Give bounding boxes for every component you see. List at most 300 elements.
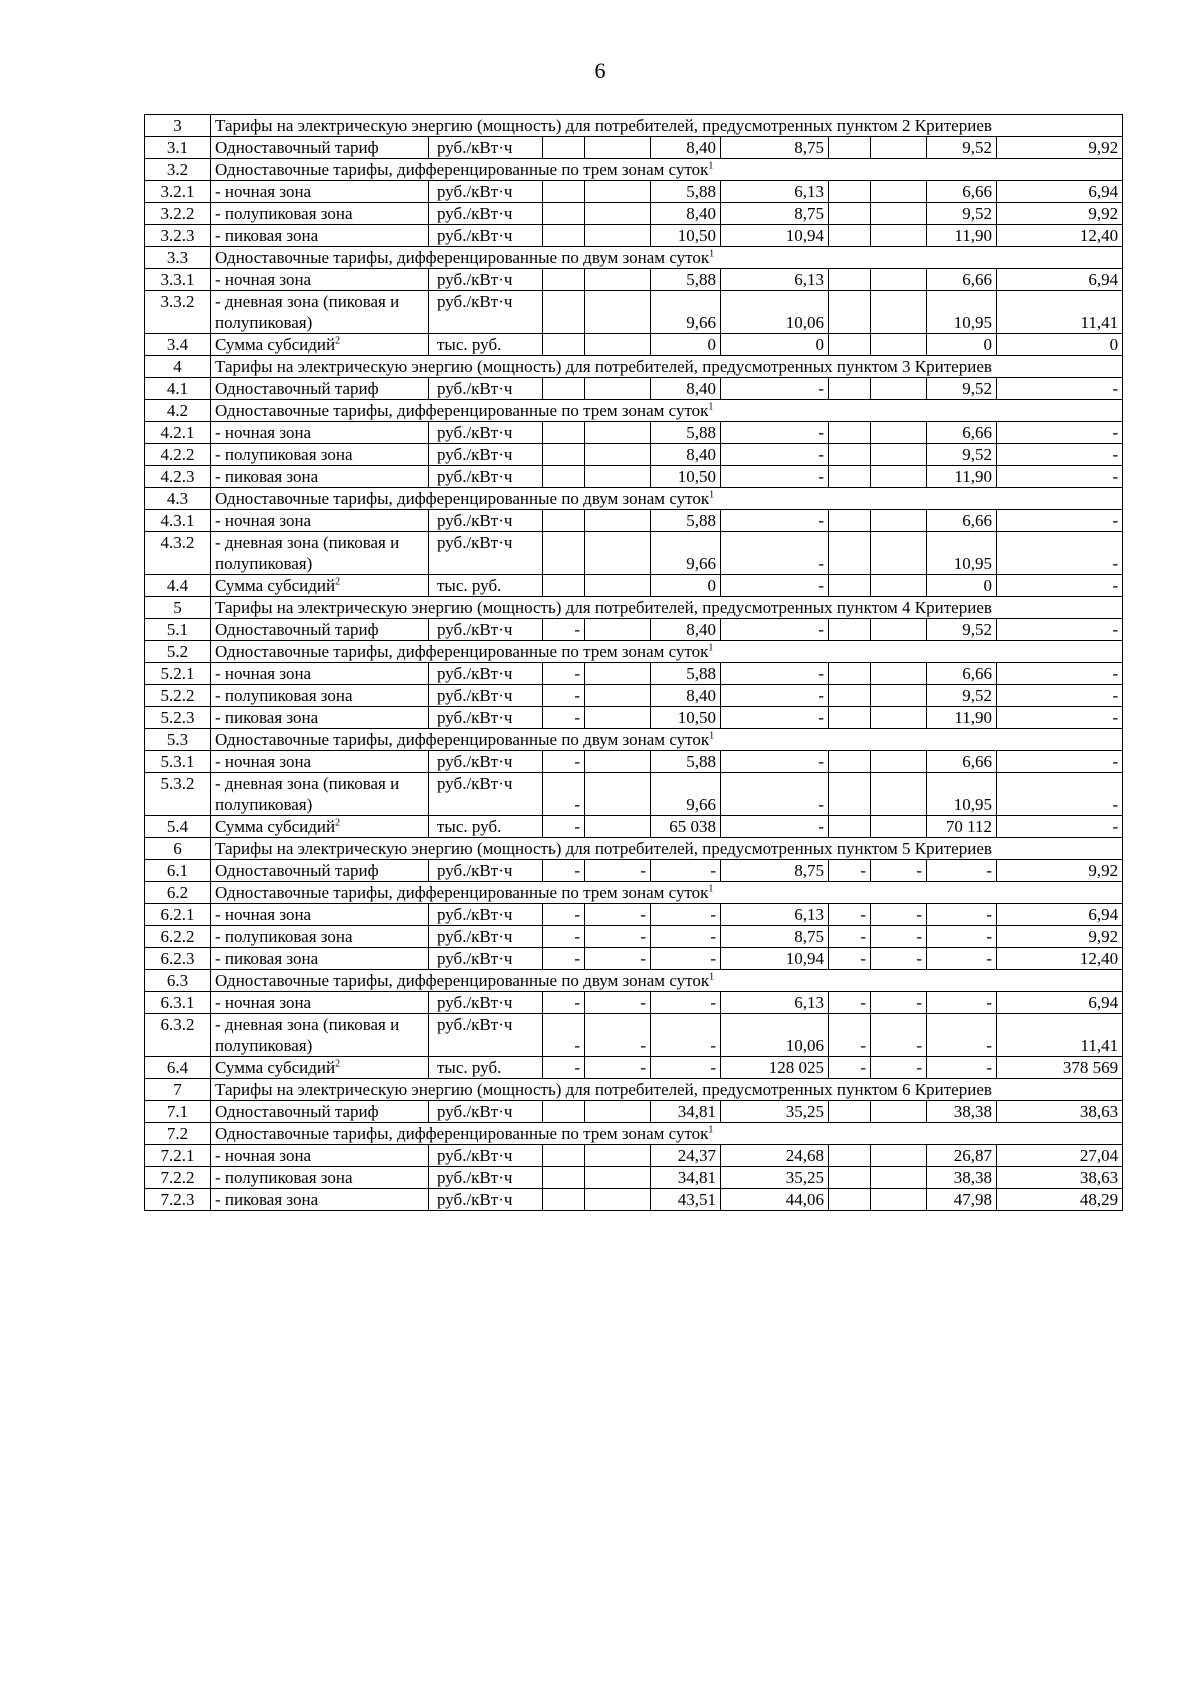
row-unit-text: руб./кВт·ч [437, 620, 513, 639]
value-cell-text: - [986, 1058, 992, 1077]
footnote-mark: 2 [335, 817, 341, 829]
value-cell [543, 1014, 585, 1057]
value-cell-text: - [818, 554, 824, 573]
value-cell [871, 203, 927, 225]
value-cell-text: 9,92 [1088, 927, 1119, 946]
value-cell [927, 225, 997, 247]
value-cell [997, 816, 1123, 838]
row-number [145, 247, 211, 269]
table-row [145, 904, 1123, 926]
value-cell-text: - [818, 752, 824, 771]
value-cell [651, 904, 721, 926]
value-cell [997, 422, 1123, 444]
value-cell-text: - [986, 905, 992, 924]
row-label [211, 948, 429, 970]
row-unit-text: руб./кВт·ч [437, 752, 513, 771]
value-cell [651, 510, 721, 532]
table-row [145, 1189, 1123, 1211]
row-label [211, 707, 429, 729]
row-unit-text: руб./кВт·ч [437, 204, 513, 223]
value-cell [651, 1189, 721, 1211]
value-cell [927, 422, 997, 444]
row-label [211, 816, 429, 838]
value-cell-text: - [574, 993, 580, 1012]
row-number-text: 5.3.1 [160, 752, 195, 771]
value-cell [927, 1145, 997, 1167]
value-cell [721, 992, 829, 1014]
row-unit [429, 751, 543, 773]
row-number [145, 970, 211, 992]
value-cell [871, 444, 927, 466]
value-cell-text: 12,40 [1079, 226, 1119, 245]
row-unit-text: руб./кВт·ч [437, 292, 513, 311]
value-cell-text: 70 112 [945, 817, 992, 836]
row-unit [429, 1167, 543, 1189]
value-cell [721, 751, 829, 773]
value-cell-text: - [574, 620, 580, 639]
row-unit [429, 444, 543, 466]
value-cell-text: 0 [983, 335, 992, 354]
value-cell-text: - [574, 861, 580, 880]
value-cell [871, 685, 927, 707]
value-cell-text: 10,06 [785, 1036, 824, 1055]
value-cell-text: 8,75 [794, 204, 824, 223]
table-row [145, 663, 1123, 685]
value-cell [997, 510, 1123, 532]
row-label-text: - полупиковая зона [215, 204, 353, 223]
value-cell-text: 0 [1109, 335, 1119, 354]
table-row [145, 729, 1123, 751]
value-cell [543, 510, 585, 532]
table-row [145, 466, 1123, 488]
value-cell [651, 137, 721, 159]
value-cell [721, 334, 829, 356]
value-cell [721, 269, 829, 291]
value-cell-text: - [818, 620, 824, 639]
value-cell-text: 9,92 [1088, 861, 1119, 880]
value-cell-text: - [640, 993, 646, 1012]
table-row [145, 641, 1123, 663]
row-number-text: 7.2.3 [160, 1190, 195, 1209]
row-label [211, 663, 429, 685]
value-cell [651, 663, 721, 685]
subsection-title [211, 729, 1123, 751]
value-cell [543, 685, 585, 707]
value-cell-text: - [710, 1058, 716, 1077]
table-row [145, 181, 1123, 203]
value-cell-text: 9,52 [962, 204, 992, 223]
value-cell [871, 466, 927, 488]
value-cell-text: 9,52 [962, 445, 992, 464]
value-cell [871, 926, 927, 948]
row-unit-text: руб./кВт·ч [437, 379, 513, 398]
row-number-text: 5 [173, 598, 182, 617]
value-cell [585, 948, 651, 970]
value-cell-text: 128 025 [768, 1058, 824, 1077]
value-cell-text: - [1112, 620, 1119, 639]
row-number [145, 115, 211, 137]
value-cell-text: - [818, 817, 824, 836]
value-cell [997, 1014, 1123, 1057]
value-cell [543, 203, 585, 225]
value-cell [871, 422, 927, 444]
value-cell-text: 11,90 [954, 226, 992, 245]
row-unit-text: руб./кВт·ч [437, 270, 513, 289]
value-cell [543, 1189, 585, 1211]
value-cell [651, 751, 721, 773]
value-cell [585, 378, 651, 400]
value-cell [997, 773, 1123, 816]
value-cell [543, 751, 585, 773]
section-title [211, 597, 1123, 619]
value-cell [997, 1189, 1123, 1211]
value-cell [721, 773, 829, 816]
table-row [145, 510, 1123, 532]
value-cell [651, 773, 721, 816]
value-cell-text: - [1112, 379, 1119, 398]
value-cell [585, 510, 651, 532]
page-number: 6 [594, 58, 606, 83]
row-number [145, 225, 211, 247]
value-cell [543, 444, 585, 466]
value-cell [721, 422, 829, 444]
value-cell-text: 5,88 [686, 511, 716, 530]
section-title [211, 838, 1123, 860]
row-number [145, 378, 211, 400]
value-cell [829, 707, 871, 729]
value-cell [871, 532, 927, 575]
value-cell [543, 1145, 585, 1167]
value-cell-text: - [574, 795, 580, 814]
value-cell [543, 269, 585, 291]
value-cell [585, 575, 651, 597]
row-number [145, 663, 211, 685]
value-cell [829, 992, 871, 1014]
value-cell-text: 8,40 [686, 620, 716, 639]
value-cell [585, 422, 651, 444]
value-cell [721, 663, 829, 685]
table-row [145, 269, 1123, 291]
value-cell-text: 12,40 [1079, 949, 1119, 968]
value-cell [927, 575, 997, 597]
value-cell [721, 444, 829, 466]
row-unit-text: руб./кВт·ч [437, 993, 513, 1012]
row-label [211, 291, 429, 334]
table-row [145, 1167, 1123, 1189]
row-label [211, 751, 429, 773]
value-cell-text: - [710, 905, 716, 924]
row-unit [429, 225, 543, 247]
value-cell [651, 619, 721, 641]
value-cell [585, 707, 651, 729]
footnote-mark: 2 [335, 1058, 341, 1070]
row-number [145, 466, 211, 488]
row-label [211, 225, 429, 247]
value-cell-text: - [1112, 423, 1119, 442]
row-unit-text: руб./кВт·ч [437, 708, 513, 727]
row-unit-text: руб./кВт·ч [437, 533, 513, 552]
table-row [145, 203, 1123, 225]
row-label [211, 1101, 429, 1123]
subsection-title [211, 488, 1123, 510]
value-cell [543, 707, 585, 729]
row-label-text: - полупиковая зона [215, 927, 353, 946]
value-cell-text: 378 569 [1062, 1058, 1119, 1077]
value-cell [651, 992, 721, 1014]
row-unit [429, 532, 543, 575]
row-label-text: Сумма субсидий [215, 576, 336, 595]
row-unit [429, 773, 543, 816]
value-cell [829, 575, 871, 597]
row-label [211, 1014, 429, 1057]
value-cell-text: 9,52 [962, 620, 992, 639]
value-cell [997, 860, 1123, 882]
value-cell [997, 334, 1123, 356]
value-cell [543, 948, 585, 970]
value-cell [927, 1101, 997, 1123]
value-cell-text: 5,88 [686, 752, 716, 771]
value-cell [997, 1101, 1123, 1123]
row-label [211, 575, 429, 597]
value-cell [997, 532, 1123, 575]
value-cell [927, 137, 997, 159]
value-cell-text: - [710, 861, 716, 880]
row-label-text: Одноставочный тариф [215, 379, 379, 398]
value-cell [585, 619, 651, 641]
row-number [145, 575, 211, 597]
row-label [211, 137, 429, 159]
row-number [145, 1014, 211, 1057]
row-number [145, 1101, 211, 1123]
value-cell [585, 926, 651, 948]
value-cell-text: 38,38 [953, 1102, 992, 1121]
value-cell [871, 751, 927, 773]
table-row [145, 1123, 1123, 1145]
value-cell-text: 5,88 [686, 270, 716, 289]
value-cell [871, 1014, 927, 1057]
subsection-title [211, 159, 1123, 181]
value-cell-text: - [818, 511, 824, 530]
row-unit-text: тыс. руб. [437, 1058, 502, 1077]
row-number-text: 4.4 [166, 576, 189, 595]
value-cell [585, 334, 651, 356]
row-number [145, 159, 211, 181]
value-cell [651, 181, 721, 203]
footnote-mark: 1 [708, 1124, 714, 1136]
value-cell-text: 5,88 [686, 664, 716, 683]
value-cell-text: - [1112, 467, 1119, 486]
value-cell [585, 1189, 651, 1211]
row-number-text: 6.3.1 [160, 993, 195, 1012]
value-cell [829, 378, 871, 400]
value-cell [997, 378, 1123, 400]
value-cell [871, 1167, 927, 1189]
value-cell [829, 1014, 871, 1057]
value-cell [997, 269, 1123, 291]
value-cell [585, 904, 651, 926]
value-cell [829, 466, 871, 488]
table-row [145, 159, 1123, 181]
value-cell [721, 225, 829, 247]
value-cell [997, 466, 1123, 488]
row-unit [429, 1014, 543, 1057]
value-cell [997, 948, 1123, 970]
value-cell-text: 35,25 [785, 1168, 824, 1187]
row-unit [429, 291, 543, 334]
row-number-text: 7.2.2 [160, 1168, 195, 1187]
value-cell-text: - [1112, 511, 1119, 530]
row-number [145, 729, 211, 751]
value-cell-text: 10,50 [677, 467, 716, 486]
value-cell [997, 225, 1123, 247]
row-unit [429, 904, 543, 926]
value-cell [651, 203, 721, 225]
value-cell-text: 0 [983, 576, 992, 595]
subsection-title-text: Одноставочные тарифы, дифференцированные по двум зонам суток [215, 971, 710, 990]
value-cell-text: - [818, 467, 824, 486]
row-number [145, 707, 211, 729]
row-number-text: 4.2.2 [160, 445, 195, 464]
value-cell [871, 860, 927, 882]
value-cell [721, 532, 829, 575]
value-cell-text: 9,66 [686, 313, 716, 332]
subsection-title-text: Одноставочные тарифы, дифференцированные по двум зонам суток [215, 730, 710, 749]
table-row [145, 948, 1123, 970]
value-cell [651, 532, 721, 575]
row-unit-text: руб./кВт·ч [437, 686, 513, 705]
value-cell [829, 1189, 871, 1211]
row-number [145, 400, 211, 422]
row-unit [429, 269, 543, 291]
row-number-text: 3.2 [166, 160, 189, 179]
value-cell [543, 1167, 585, 1189]
value-cell [721, 707, 829, 729]
value-cell [927, 1189, 997, 1211]
value-cell-text: - [1112, 445, 1119, 464]
value-cell-text: 35,25 [785, 1102, 824, 1121]
value-cell [721, 291, 829, 334]
value-cell [543, 291, 585, 334]
value-cell [721, 203, 829, 225]
value-cell [585, 203, 651, 225]
value-cell-text: - [574, 708, 580, 727]
value-cell [721, 1167, 829, 1189]
value-cell [651, 1167, 721, 1189]
value-cell-text: - [860, 905, 866, 924]
row-label [211, 203, 429, 225]
table-row [145, 1101, 1123, 1123]
value-cell [927, 269, 997, 291]
row-unit [429, 466, 543, 488]
value-cell-text: - [1112, 686, 1119, 705]
value-cell [829, 532, 871, 575]
value-cell-text: 48,29 [1079, 1190, 1119, 1209]
table-row [145, 400, 1123, 422]
row-number-text: 3.1 [166, 138, 189, 157]
subsection-title-text: Одноставочные тарифы, дифференцированные по двум зонам суток [215, 248, 710, 267]
row-label [211, 422, 429, 444]
row-unit-text: руб./кВт·ч [437, 664, 513, 683]
value-cell-text: 47,98 [953, 1190, 992, 1209]
row-unit-text: тыс. руб. [437, 576, 502, 595]
row-label [211, 1167, 429, 1189]
table-row [145, 816, 1123, 838]
value-cell-text: 6,13 [794, 993, 824, 1012]
row-number-text: 7.2.1 [160, 1146, 195, 1165]
value-cell [543, 860, 585, 882]
value-cell [543, 904, 585, 926]
row-unit-text: руб./кВт·ч [437, 774, 513, 793]
value-cell [585, 225, 651, 247]
table-row [145, 247, 1123, 269]
value-cell [829, 510, 871, 532]
row-number [145, 751, 211, 773]
value-cell-text: 10,50 [677, 708, 716, 727]
table-row [145, 225, 1123, 247]
value-cell-text: 6,66 [962, 423, 992, 442]
value-cell [543, 422, 585, 444]
value-cell-text: - [1112, 795, 1119, 814]
row-unit [429, 378, 543, 400]
value-cell [927, 203, 997, 225]
value-cell-text: 6,66 [962, 511, 992, 530]
value-cell-text: - [818, 664, 824, 683]
value-cell [927, 466, 997, 488]
value-cell [997, 904, 1123, 926]
value-cell [997, 751, 1123, 773]
value-cell [651, 1057, 721, 1079]
value-cell-text: 0 [815, 335, 824, 354]
value-cell-text: 34,81 [677, 1168, 716, 1187]
value-cell-text: 34,81 [677, 1102, 716, 1121]
value-cell [829, 1057, 871, 1079]
value-cell [543, 926, 585, 948]
table-row [145, 619, 1123, 641]
row-label-text: - дневная зона (пиковая и полупиковая) [215, 533, 400, 573]
value-cell-text: - [640, 949, 646, 968]
value-cell [651, 816, 721, 838]
row-label-text: - ночная зона [215, 752, 312, 771]
value-cell [721, 510, 829, 532]
value-cell [651, 685, 721, 707]
value-cell [997, 203, 1123, 225]
row-unit-text: руб./кВт·ч [437, 861, 513, 880]
row-number [145, 992, 211, 1014]
value-cell-text: 6,13 [794, 182, 824, 201]
value-cell-text: 9,92 [1088, 138, 1119, 157]
table-row [145, 137, 1123, 159]
value-cell-text: 8,75 [794, 927, 824, 946]
value-cell-text: - [574, 752, 580, 771]
table-row [145, 356, 1123, 378]
row-label-text: Сумма субсидий [215, 335, 336, 354]
value-cell [543, 773, 585, 816]
value-cell-text: 6,66 [962, 270, 992, 289]
row-number-text: 3 [173, 116, 182, 135]
value-cell-text: 9,52 [962, 138, 992, 157]
value-cell [871, 225, 927, 247]
value-cell-text: 10,95 [953, 795, 992, 814]
row-number [145, 203, 211, 225]
value-cell-text: - [710, 927, 716, 946]
row-number [145, 882, 211, 904]
row-number [145, 1145, 211, 1167]
value-cell [927, 1057, 997, 1079]
value-cell [871, 948, 927, 970]
value-cell-text: 8,75 [794, 861, 824, 880]
row-number [145, 641, 211, 663]
value-cell-text: - [818, 708, 824, 727]
